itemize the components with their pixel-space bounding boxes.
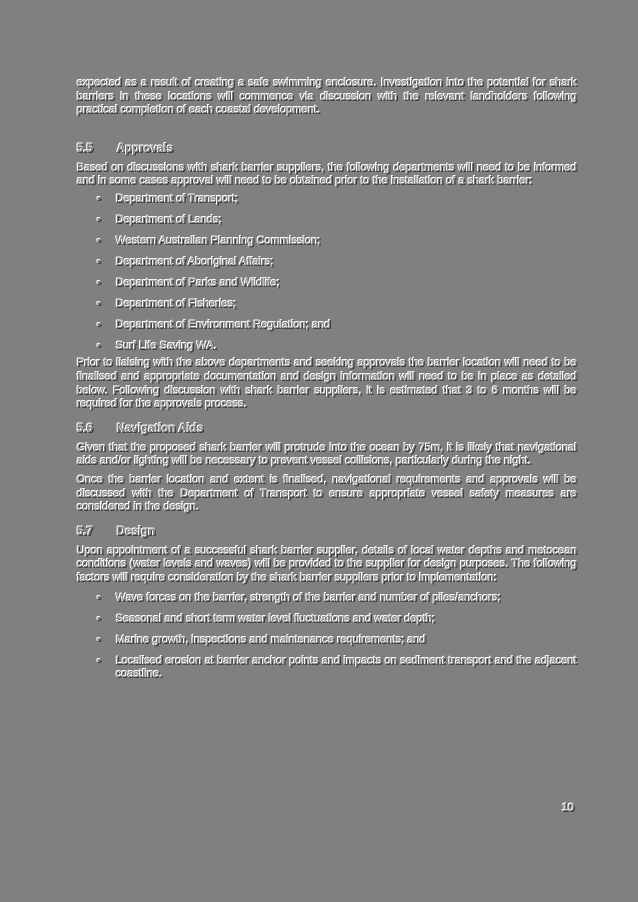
list-item: • Seasonal and short term water level fluctuations and water depth; xyxy=(97,612,436,625)
section-number: 5.5 xyxy=(77,142,93,155)
section-title: Approvals xyxy=(117,142,174,155)
bullet-icon: • xyxy=(97,318,101,331)
section-spacer xyxy=(77,118,577,142)
page-number: 10 xyxy=(562,802,575,814)
list-item: • Department of Environment Regulation; and xyxy=(97,318,331,331)
list-item: • Department of Lands; xyxy=(97,213,222,226)
section-title: Navigation Aids xyxy=(117,422,204,435)
bullet-icon: • xyxy=(97,654,101,667)
list-item: • Wave forces on the barrier, strength of the barrier and number of piles/anchors; xyxy=(97,591,501,604)
section-design xyxy=(77,525,577,682)
document-page xyxy=(77,77,577,689)
bullet-icon: • xyxy=(97,213,101,226)
list-item: • Department of Aboriginal Affairs; xyxy=(97,255,274,268)
bullet-icon: • xyxy=(97,255,101,268)
section-approvals xyxy=(77,142,577,412)
intro-paragraph: expected as a result of creating a safe swimming enclosure. Investigation into the potential for shark barriers in these locations will commence via discussion with the relevant landholders following practical completion of each coastal development. xyxy=(77,77,577,117)
approvals-intro-paragraph: Based on discussions with shark barrier suppliers, the following departments will need to be informed and in some cases approval will need to be obtained prior to the installation of a shark barrier: xyxy=(77,161,577,188)
section-heading xyxy=(77,422,577,436)
list-item: • Department of Parks and Wildlife; xyxy=(97,276,280,289)
bullet-icon: • xyxy=(97,297,101,310)
section-number: 5.7 xyxy=(77,525,93,538)
list-item: • Surf Life Saving WA. xyxy=(97,339,218,352)
section-title: Design xyxy=(117,525,156,538)
section-navigation-aids xyxy=(77,422,577,515)
design-factors-list xyxy=(77,592,577,682)
bullet-icon: • xyxy=(97,591,101,604)
list-item: • Department of Transport; xyxy=(97,192,239,205)
design-intro-paragraph: Upon appointment of a successful shark barrier supplier, details of local water depths and metocean conditions (water levels and waves) will be provided to the supplier for design purposes. The following factors will require consideration by the shark barrier suppliers prior to implementation: xyxy=(77,544,577,584)
bullet-icon: • xyxy=(97,612,101,625)
bullet-icon: • xyxy=(97,339,101,352)
list-item: • Marine growth, inspections and maintenance requirements; and xyxy=(97,633,427,646)
bullet-icon: • xyxy=(97,234,101,247)
list-item: • Localised erosion at barrier anchor points and impacts on sediment transport and the adjacent coastline. xyxy=(97,654,577,681)
bullet-icon: • xyxy=(97,633,101,646)
approvals-timeline-paragraph: Prior to liaising with the above departments and seeking approvals the barrier location will need to be finalised and appropriate documentation and design information will need to be in place as detailed below. Following discussion with shark barrier suppliers, it is estimated that 3 to 6 months will be required for the approvals process. xyxy=(77,357,577,411)
bullet-icon: • xyxy=(97,192,101,205)
section-heading xyxy=(77,525,577,539)
navigation-paragraph-2: Once the barrier location and extent is finalised, navigational requirements and approvals will be discussed with the Department of Transport to ensure appropriate vessel safety measures are considered in the design. xyxy=(77,474,577,514)
section-number: 5.6 xyxy=(77,422,93,435)
bullet-icon: • xyxy=(97,276,101,289)
list-item: • Western Australian Planning Commission; xyxy=(97,234,321,247)
navigation-paragraph-1: Given that the proposed shark barrier will protrude into the ocean by 75m, it is likely that navigational aids and/or lighting will be necessary to prevent vessel collisions, particularly during the night. xyxy=(77,441,577,468)
list-item: • Department of Fisheries; xyxy=(97,297,237,310)
departments-list xyxy=(77,193,577,353)
section-heading xyxy=(77,142,577,156)
